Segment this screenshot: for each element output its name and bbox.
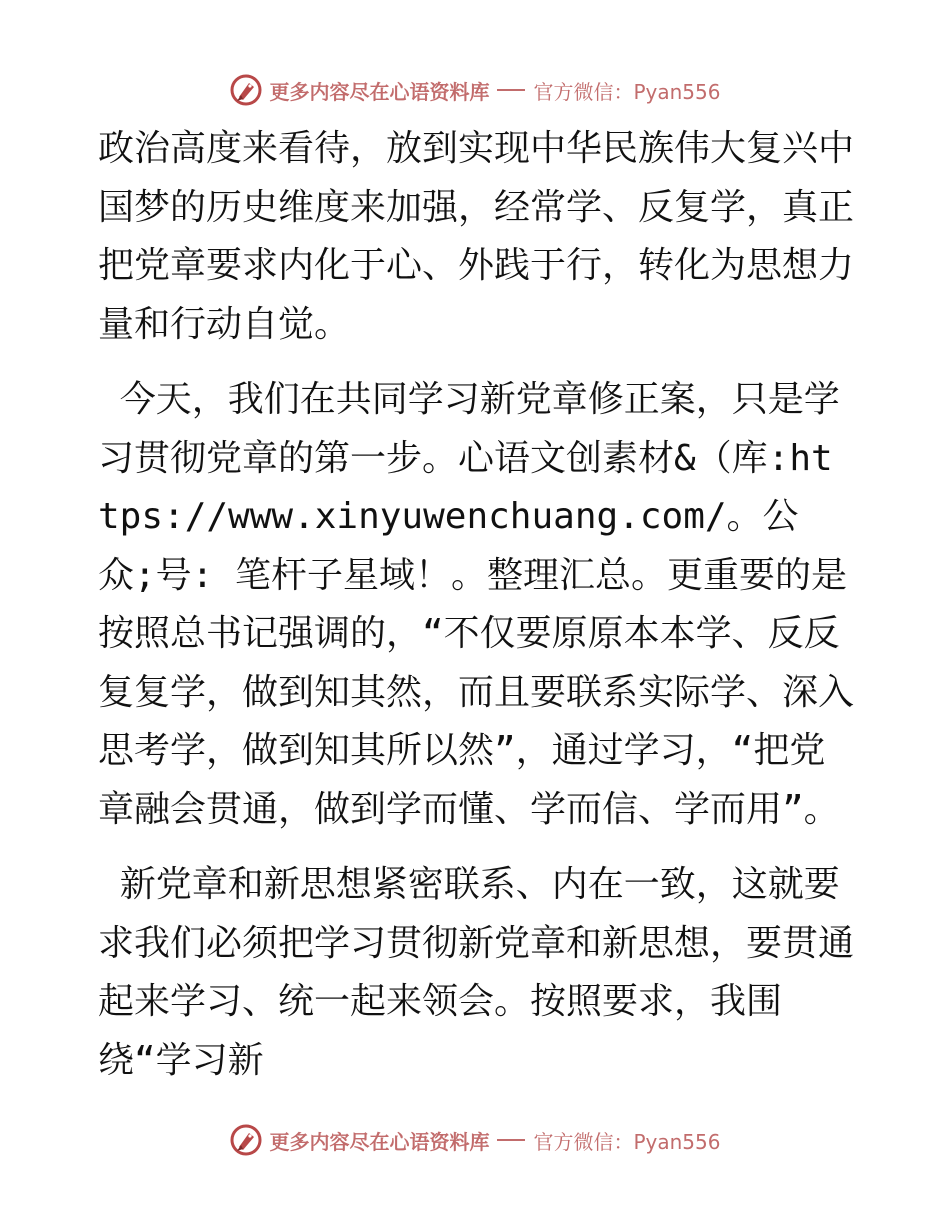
header-banner-inner bbox=[229, 73, 720, 107]
footer-separator bbox=[497, 1139, 525, 1141]
header-separator bbox=[497, 89, 525, 91]
footer-brand-text: 更多内容尽在心语资料库 bbox=[269, 1129, 490, 1154]
paragraph-3: 新党章和新思想紧密联系、内在一致，这就要求我们必须把学习贯彻新党章和新思想，要贯通起来学习、统一起来领会。按照要求，我围绕“学习新 bbox=[98, 864, 855, 1081]
header-wechat-text: 官方微信：Pyan556 bbox=[533, 79, 721, 104]
pen-nib-icon bbox=[229, 1123, 263, 1157]
document-body bbox=[98, 120, 854, 1090]
pen-nib-icon bbox=[229, 73, 263, 107]
paragraph-1: 政治高度来看待，放到实现中华民族伟大复兴中国梦的历史维度来加强，经常学、反复学，真正把党章要求内化于心、外践于行，转化为思想力量和行动自觉。 bbox=[98, 128, 855, 345]
header-banner bbox=[0, 70, 950, 110]
paragraph-2: 今天，我们在共同学习新党章修正案，只是学习贯彻党章的第一步。心语文创素材&（库:https://www.xinyuwenchuang.com/。公众;号: 笔杆子星域！。整理汇总。更重要的是按照总书记强调的，“不仅要原原本本学、反反复复学，做到知其然，而且要联系实际学、深入思考学，做到知其所以然”，通过学习，“把党章融会贯通，做到学而懂、学而信、学而用”。 bbox=[98, 379, 855, 830]
footer-banner-inner bbox=[229, 1123, 720, 1157]
footer-wechat-text: 官方微信：Pyan556 bbox=[533, 1129, 721, 1154]
header-brand-text: 更多内容尽在心语资料库 bbox=[269, 79, 490, 104]
footer-banner bbox=[0, 1120, 950, 1160]
